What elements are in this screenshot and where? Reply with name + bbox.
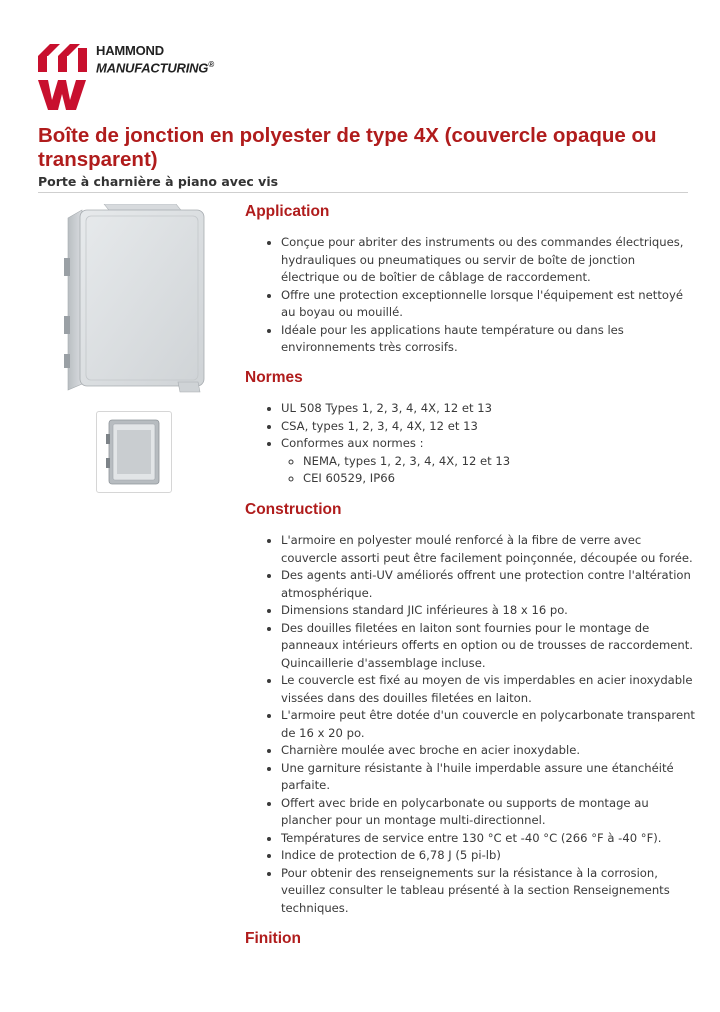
brand-line-1: HAMMOND [96, 43, 164, 58]
hammond-logo-mark [38, 42, 88, 112]
list-item: • Températures de service entre 130 °C et -40 °C (266 °F à -40 °F). [281, 830, 695, 848]
list-item: • Des agents anti-UV améliorés offrent une protection contre l'altération atmosphérique. [281, 567, 695, 602]
list-item: • Le couvercle est fixé au moyen de vis imperdables en acier inoxydable vissées dans des douilles filetées en laiton. [281, 672, 695, 707]
page-title: Boîte de jonction en polyester de type 4X (couvercle opaque ou transparent) [38, 124, 657, 171]
list-item: • Idéale pour les applications haute température ou dans les environnements très corrosifs. [281, 322, 695, 357]
list-item: • Dimensions standard JIC inférieures à 18 x 16 po. [281, 602, 695, 620]
sub-list-item: ◦ CEI 60529, IP66 [303, 470, 695, 488]
list-item: • Pour obtenir des renseignements sur la résistance à la corrosion, veuillez consulter le tableau présenté à la section Renseignements techniques. [281, 865, 695, 918]
list-item: • Indice de protection de 6,78 J (5 pi-lb) [281, 847, 695, 865]
section-application [245, 202, 695, 357]
product-photo[interactable] [58, 204, 208, 394]
list-item: • Offert avec bride en polycarbonate ou supports de montage au plancher pour un montage multi-directionnel. [281, 795, 695, 830]
list-item: • Une garniture résistante à l'huile imperdable assure une étanchéité parfaite. [281, 760, 695, 795]
normes-list [245, 400, 695, 488]
divider [38, 192, 688, 193]
section-title-application: Application [245, 203, 330, 220]
list-item: • UL 508 Types 1, 2, 3, 4, 4X, 12 et 13 [281, 400, 695, 418]
section-title-finition: Finition [245, 930, 301, 947]
brand-line-2: MANUFACTURING® [96, 60, 214, 76]
construction-list [245, 532, 695, 917]
section-construction [245, 500, 695, 917]
list-item: • L'armoire en polyester moulé renforcé à la fibre de verre avec couvercle assorti peut être facilement poinçonnée, découpée ou forée. [281, 532, 695, 567]
list-item: • L'armoire peut être dotée d'un couvercle en polycarbonate transparent de 16 x 20 po. [281, 707, 695, 742]
list-item [281, 435, 695, 488]
list-item: • Offre une protection exceptionnelle lorsque l'équipement est nettoyé au boyau ou mouillé. [281, 287, 695, 322]
section-normes [245, 368, 695, 488]
list-item: • Charnière moulée avec broche en acier inoxydable. [281, 742, 695, 760]
thumbnail-image [97, 412, 171, 492]
hammond-logo [38, 42, 228, 114]
section-title-normes: Normes [245, 369, 303, 386]
product-thumbnail[interactable] [96, 411, 172, 493]
list-item: • Conçue pour abriter des instruments ou des commandes électriques, hydrauliques ou pneumatiques ou servir de boîte de jonction électrique ou de boîtier de câblage de raccordement. [281, 234, 695, 287]
page-subtitle: Porte à charnière à piano avec vis [38, 174, 279, 189]
brand-name [96, 44, 214, 75]
list-item: • CSA, types 1, 2, 3, 4, 4X, 12 et 13 [281, 418, 695, 436]
application-list [245, 234, 695, 357]
list-item-text: Conformes aux normes : [281, 436, 424, 450]
section-finition [245, 929, 695, 949]
normes-sub-list [281, 453, 695, 488]
sub-list-item: ◦ NEMA, types 1, 2, 3, 4, 4X, 12 et 13 [303, 453, 695, 471]
list-item: • Des douilles filetées en laiton sont fournies pour le montage de panneaux intérieurs offerts en option ou de trousses de raccordement. Quincaillerie d'assemblage incluse. [281, 620, 695, 673]
section-title-construction: Construction [245, 501, 342, 518]
